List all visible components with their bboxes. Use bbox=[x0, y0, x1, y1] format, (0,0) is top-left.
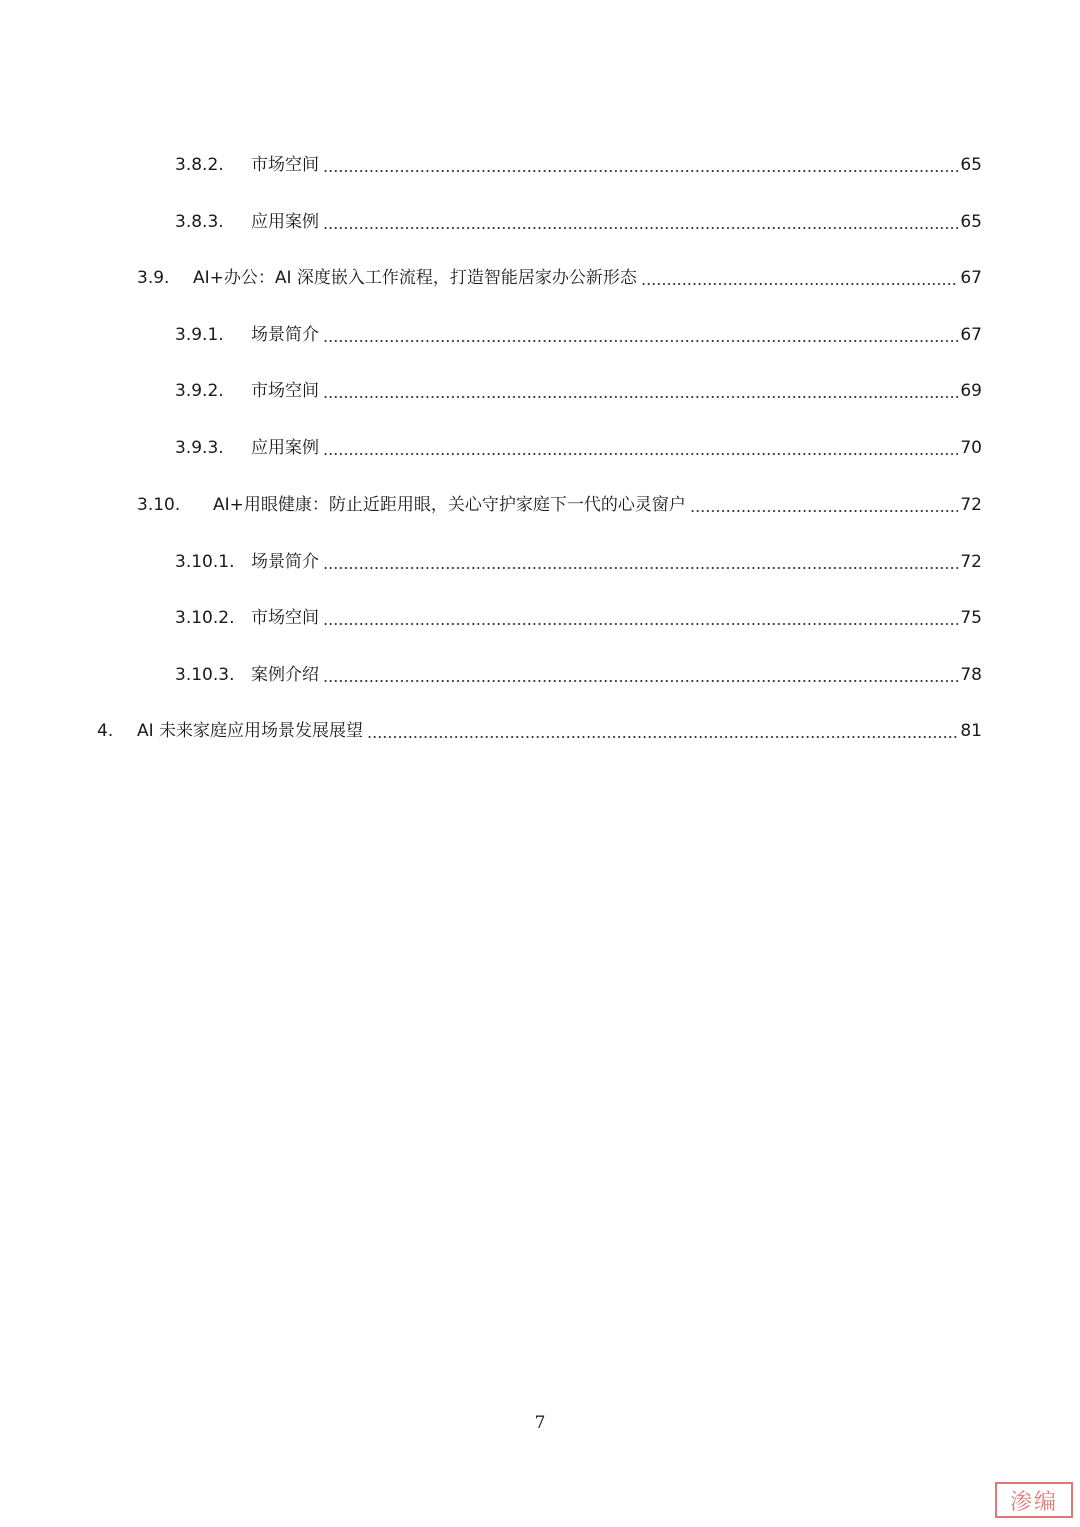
toc-entry-3-9-3[interactable] bbox=[175, 433, 982, 463]
toc-entry-3-10-3[interactable] bbox=[175, 660, 982, 690]
toc-entry-page: 72 bbox=[960, 495, 982, 515]
toc-entry-number: 3.10. bbox=[137, 495, 181, 515]
toc-entry-3-10-1[interactable] bbox=[175, 547, 982, 577]
toc-entry-page: 65 bbox=[960, 212, 982, 232]
toc-entry-title: 市场空间 bbox=[251, 155, 319, 175]
watermark-text: 渗编 bbox=[1009, 1489, 1058, 1515]
toc-entry-title: 场景简介 bbox=[251, 552, 319, 572]
toc-entry-page: 69 bbox=[960, 381, 982, 401]
toc-dot-leader bbox=[323, 433, 958, 463]
toc-entry-page: 65 bbox=[960, 155, 982, 175]
toc-entry-page: 78 bbox=[960, 665, 982, 685]
toc-entry-title: AI 未来家庭应用场景发展展望 bbox=[137, 721, 364, 741]
toc-entry-title: AI+办公：AI 深度嵌入工作流程，打造智能居家办公新形态 bbox=[193, 268, 637, 288]
toc-dot-leader bbox=[323, 660, 958, 690]
toc-dot-leader bbox=[323, 320, 958, 350]
toc-entry-3-9-2[interactable] bbox=[175, 376, 982, 406]
toc-entry-number: 3.9.2. bbox=[175, 381, 224, 401]
toc-dot-leader bbox=[367, 716, 958, 746]
toc-entry-3-8-3[interactable] bbox=[175, 207, 982, 237]
toc-entry-title: AI+用眼健康：防止近距用眼，关心守护家庭下一代的心灵窗户 bbox=[213, 495, 686, 515]
toc-entry-title: 市场空间 bbox=[251, 608, 319, 628]
toc-entry-number: 4. bbox=[97, 721, 114, 741]
toc-entry-3-9-1[interactable] bbox=[175, 320, 982, 350]
watermark-stamp bbox=[995, 1482, 1073, 1518]
toc-entry-3-10-2[interactable] bbox=[175, 603, 982, 633]
toc-entry-page: 70 bbox=[960, 438, 982, 458]
toc-entry-title: 市场空间 bbox=[251, 381, 319, 401]
toc-entry-3-10[interactable] bbox=[137, 490, 982, 520]
toc-entry-page: 67 bbox=[960, 325, 982, 345]
toc-entry-title: 场景简介 bbox=[251, 325, 319, 345]
toc-entry-number: 3.9.3. bbox=[175, 438, 224, 458]
toc-entry-number: 3.10.1. bbox=[175, 552, 235, 572]
toc-entry-page: 72 bbox=[960, 552, 982, 572]
toc-entry-4[interactable] bbox=[97, 716, 982, 746]
toc-entry-3-9[interactable] bbox=[137, 263, 982, 293]
toc-dot-leader bbox=[323, 150, 958, 180]
toc-dot-leader bbox=[641, 263, 958, 293]
toc-dot-leader bbox=[323, 376, 958, 406]
toc-entry-page: 75 bbox=[960, 608, 982, 628]
toc-entry-3-8-2[interactable] bbox=[175, 150, 982, 180]
toc-dot-leader bbox=[323, 207, 958, 237]
toc-entry-title: 案例介绍 bbox=[251, 665, 319, 685]
toc-entry-title: 应用案例 bbox=[251, 438, 319, 458]
page-number: 7 bbox=[534, 1413, 546, 1433]
toc-dot-leader bbox=[323, 547, 958, 577]
toc-entry-number: 3.10.3. bbox=[175, 665, 235, 685]
toc-entry-page: 67 bbox=[960, 268, 982, 288]
toc-dot-leader bbox=[323, 603, 958, 633]
toc-entry-number: 3.9.1. bbox=[175, 325, 224, 345]
toc-entry-number: 3.9. bbox=[137, 268, 170, 288]
toc-entry-number: 3.8.2. bbox=[175, 155, 224, 175]
toc-entry-page: 81 bbox=[960, 721, 982, 741]
toc-entry-number: 3.8.3. bbox=[175, 212, 224, 232]
toc-entry-number: 3.10.2. bbox=[175, 608, 235, 628]
toc-entry-title: 应用案例 bbox=[251, 212, 319, 232]
toc-dot-leader bbox=[690, 490, 958, 520]
